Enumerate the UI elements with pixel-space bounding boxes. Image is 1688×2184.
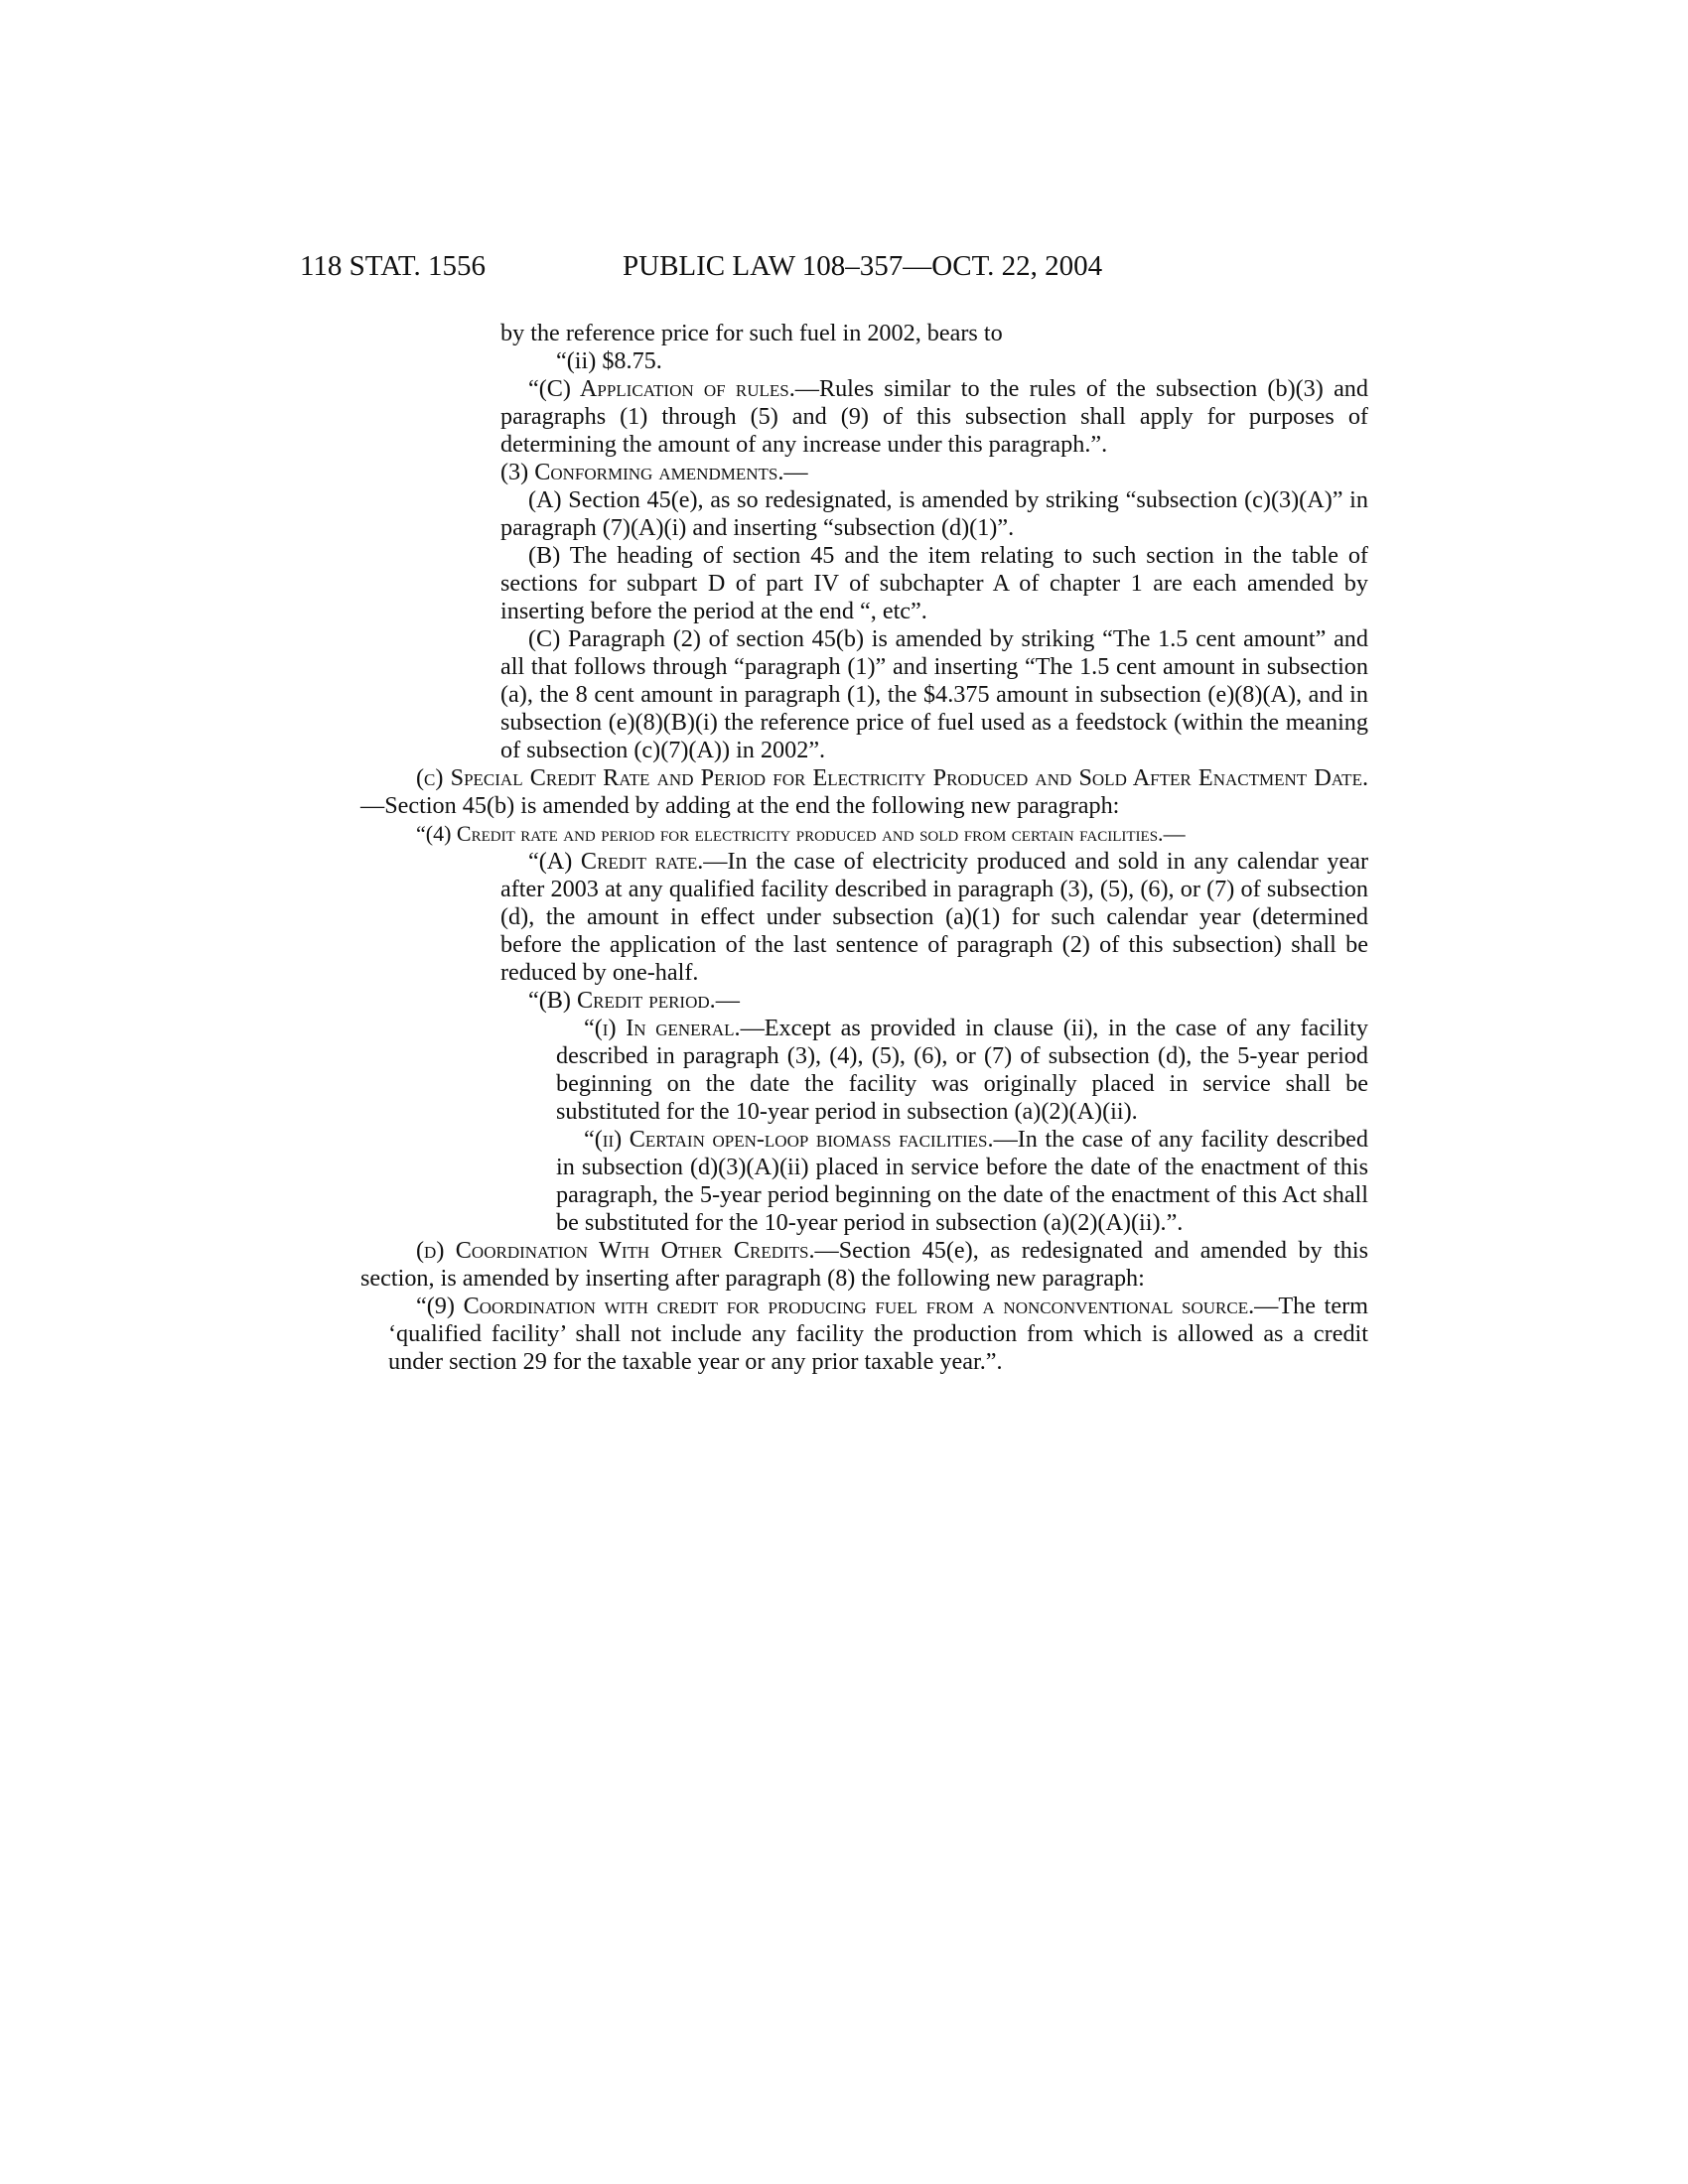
subparagraph-a: (A) Section 45(e), as so redesignated, is amended by striking “subsection (c)(3)(A)” in paragraph (7)(A)(i) and inserting “subsection (d)(1)”. [500, 486, 1368, 541]
statute-body [360, 320, 1369, 1376]
page-header [300, 250, 1372, 290]
subparagraph-a-credit-rate: “(A) Credit rate.—In the case of electricity produced and sold in any calendar year after 2003 at any qualified facility described in paragraph (3), (5), (6), or (7) of subsection (d), the amount in effect under subsection (a)(1) for such calendar year (determined before the application of the last sentence of paragraph (2) of this subsection) shall be reduced by one-half. [500, 848, 1369, 986]
paragraph-9-coordination: “(9) Coordination with credit for producing fuel from a nonconventional source.—The term ‘qualified facility’ shall not include any facility the production from which is allowed as a credit under section 29 for the taxable year or any prior taxable year.”. [388, 1293, 1368, 1375]
paragraph-4-credit-rate-and-period: “(4) Credit rate and period for electricity produced and sold from certain facilities.— [416, 821, 1186, 846]
clause-ii-open-loop-biomass: “(ii) Certain open-loop biomass facilities.—In the case of any facility described in subsection (d)(3)(A)(ii) placed in service before the date of the enactment of this paragraph, the 5-year period beginning on the date of the enactment of this Act shall be substituted for the 10-year period in subsection (a)(2)(A)(ii).”. [556, 1126, 1368, 1236]
paragraph-continuation: by the reference price for such fuel in 2002, bears to [500, 320, 1003, 346]
subsection-c-special-credit-rate: (c) Special Credit Rate and Period for Electricity Produced and Sold After Enactment Date.—Section 45(b) is amended by adding at the end the following new paragraph: [360, 764, 1368, 819]
paragraph-3-conforming-amendments: (3) Conforming amendments.— [500, 459, 808, 485]
subparagraph-c-application-of-rules: “(C) Application of rules.—Rules similar to the rules of the subsection (b)(3) and paragraphs (1) through (5) and (9) of this subsection shall apply for purposes of determining the amount of any increase under this paragraph.”. [500, 375, 1368, 458]
clause-i-in-general: “(i) In general.—Except as provided in clause (ii), in the case of any facility described in paragraph (3), (4), (5), (6), or (7) of subsection (d), the 5-year period beginning on the date the facility was originally placed in service shall be substituted for the 10-year period in subsection (a)(2)(A)(ii). [556, 1015, 1368, 1125]
subparagraph-c: (C) Paragraph (2) of section 45(b) is amended by striking “The 1.5 cent amount” and all that follows through “paragraph (1)” and inserting “The 1.5 cent amount in subsection (a), the 8 cent amount in paragraph (1), the $4.375 amount in subsection (e)(8)(A), and in subsection (e)(8)(B)(i) the reference price of fuel used as a feedstock (within the meaning of subsection (c)(7)(A)) in 2002”. [500, 625, 1368, 763]
subparagraph-b-credit-period: “(B) Credit period.— [528, 987, 740, 1014]
clause-ii: “(ii) $8.75. [556, 347, 662, 374]
page-stat-reference: 118 STAT. 1556 [300, 250, 486, 282]
subparagraph-b: (B) The heading of section 45 and the item relating to such section in the table of sections for subpart D of part IV of subchapter A of chapter 1 are each amended by inserting before the period at the end “, etc”. [500, 542, 1368, 624]
page-title: PUBLIC LAW 108–357—OCT. 22, 2004 [623, 250, 1103, 282]
subsection-d-coordination: (d) Coordination With Other Credits.—Section 45(e), as redesignated and amended by this section, is amended by inserting after paragraph (8) the following new paragraph: [360, 1237, 1368, 1292]
